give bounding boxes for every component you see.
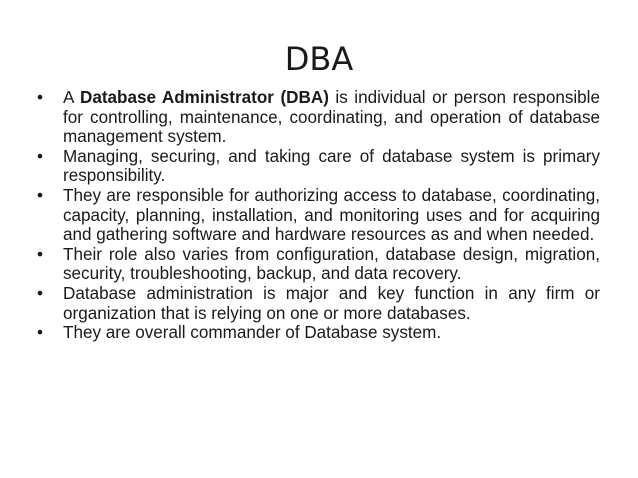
bullet-item-responsibility: • Managing, securing, and taking care of database system is primary responsibility.	[37, 147, 600, 186]
bullet-text-intro: A	[63, 88, 80, 107]
bullet-item-administration: • Database administration is major and key function in any firm or organization that is relying on one or more databases.	[37, 284, 600, 323]
bullet-item-dba-definition	[37, 88, 600, 147]
slide-title: DBA	[284, 40, 354, 78]
bullet-item-authorizing: • They are responsible for authorizing access to database, coordinating, capacity, planning, installation, and monitoring uses and for acquiring and gathering software and hardware resources as and when needed.	[37, 186, 600, 245]
bullet-text-rest: is individual or person responsible for controlling, maintenance, coordinating, and operation of database management system.	[63, 88, 600, 147]
bullet-item-commander: • They are overall commander of Database system.	[37, 323, 600, 343]
bullet-list	[37, 88, 600, 343]
bullet-item-role: • Their role also varies from configuration, database design, migration, security, troubleshooting, backup, and data recovery.	[37, 245, 600, 284]
bullet-bold-term: Database Administrator (DBA)	[79, 88, 329, 107]
